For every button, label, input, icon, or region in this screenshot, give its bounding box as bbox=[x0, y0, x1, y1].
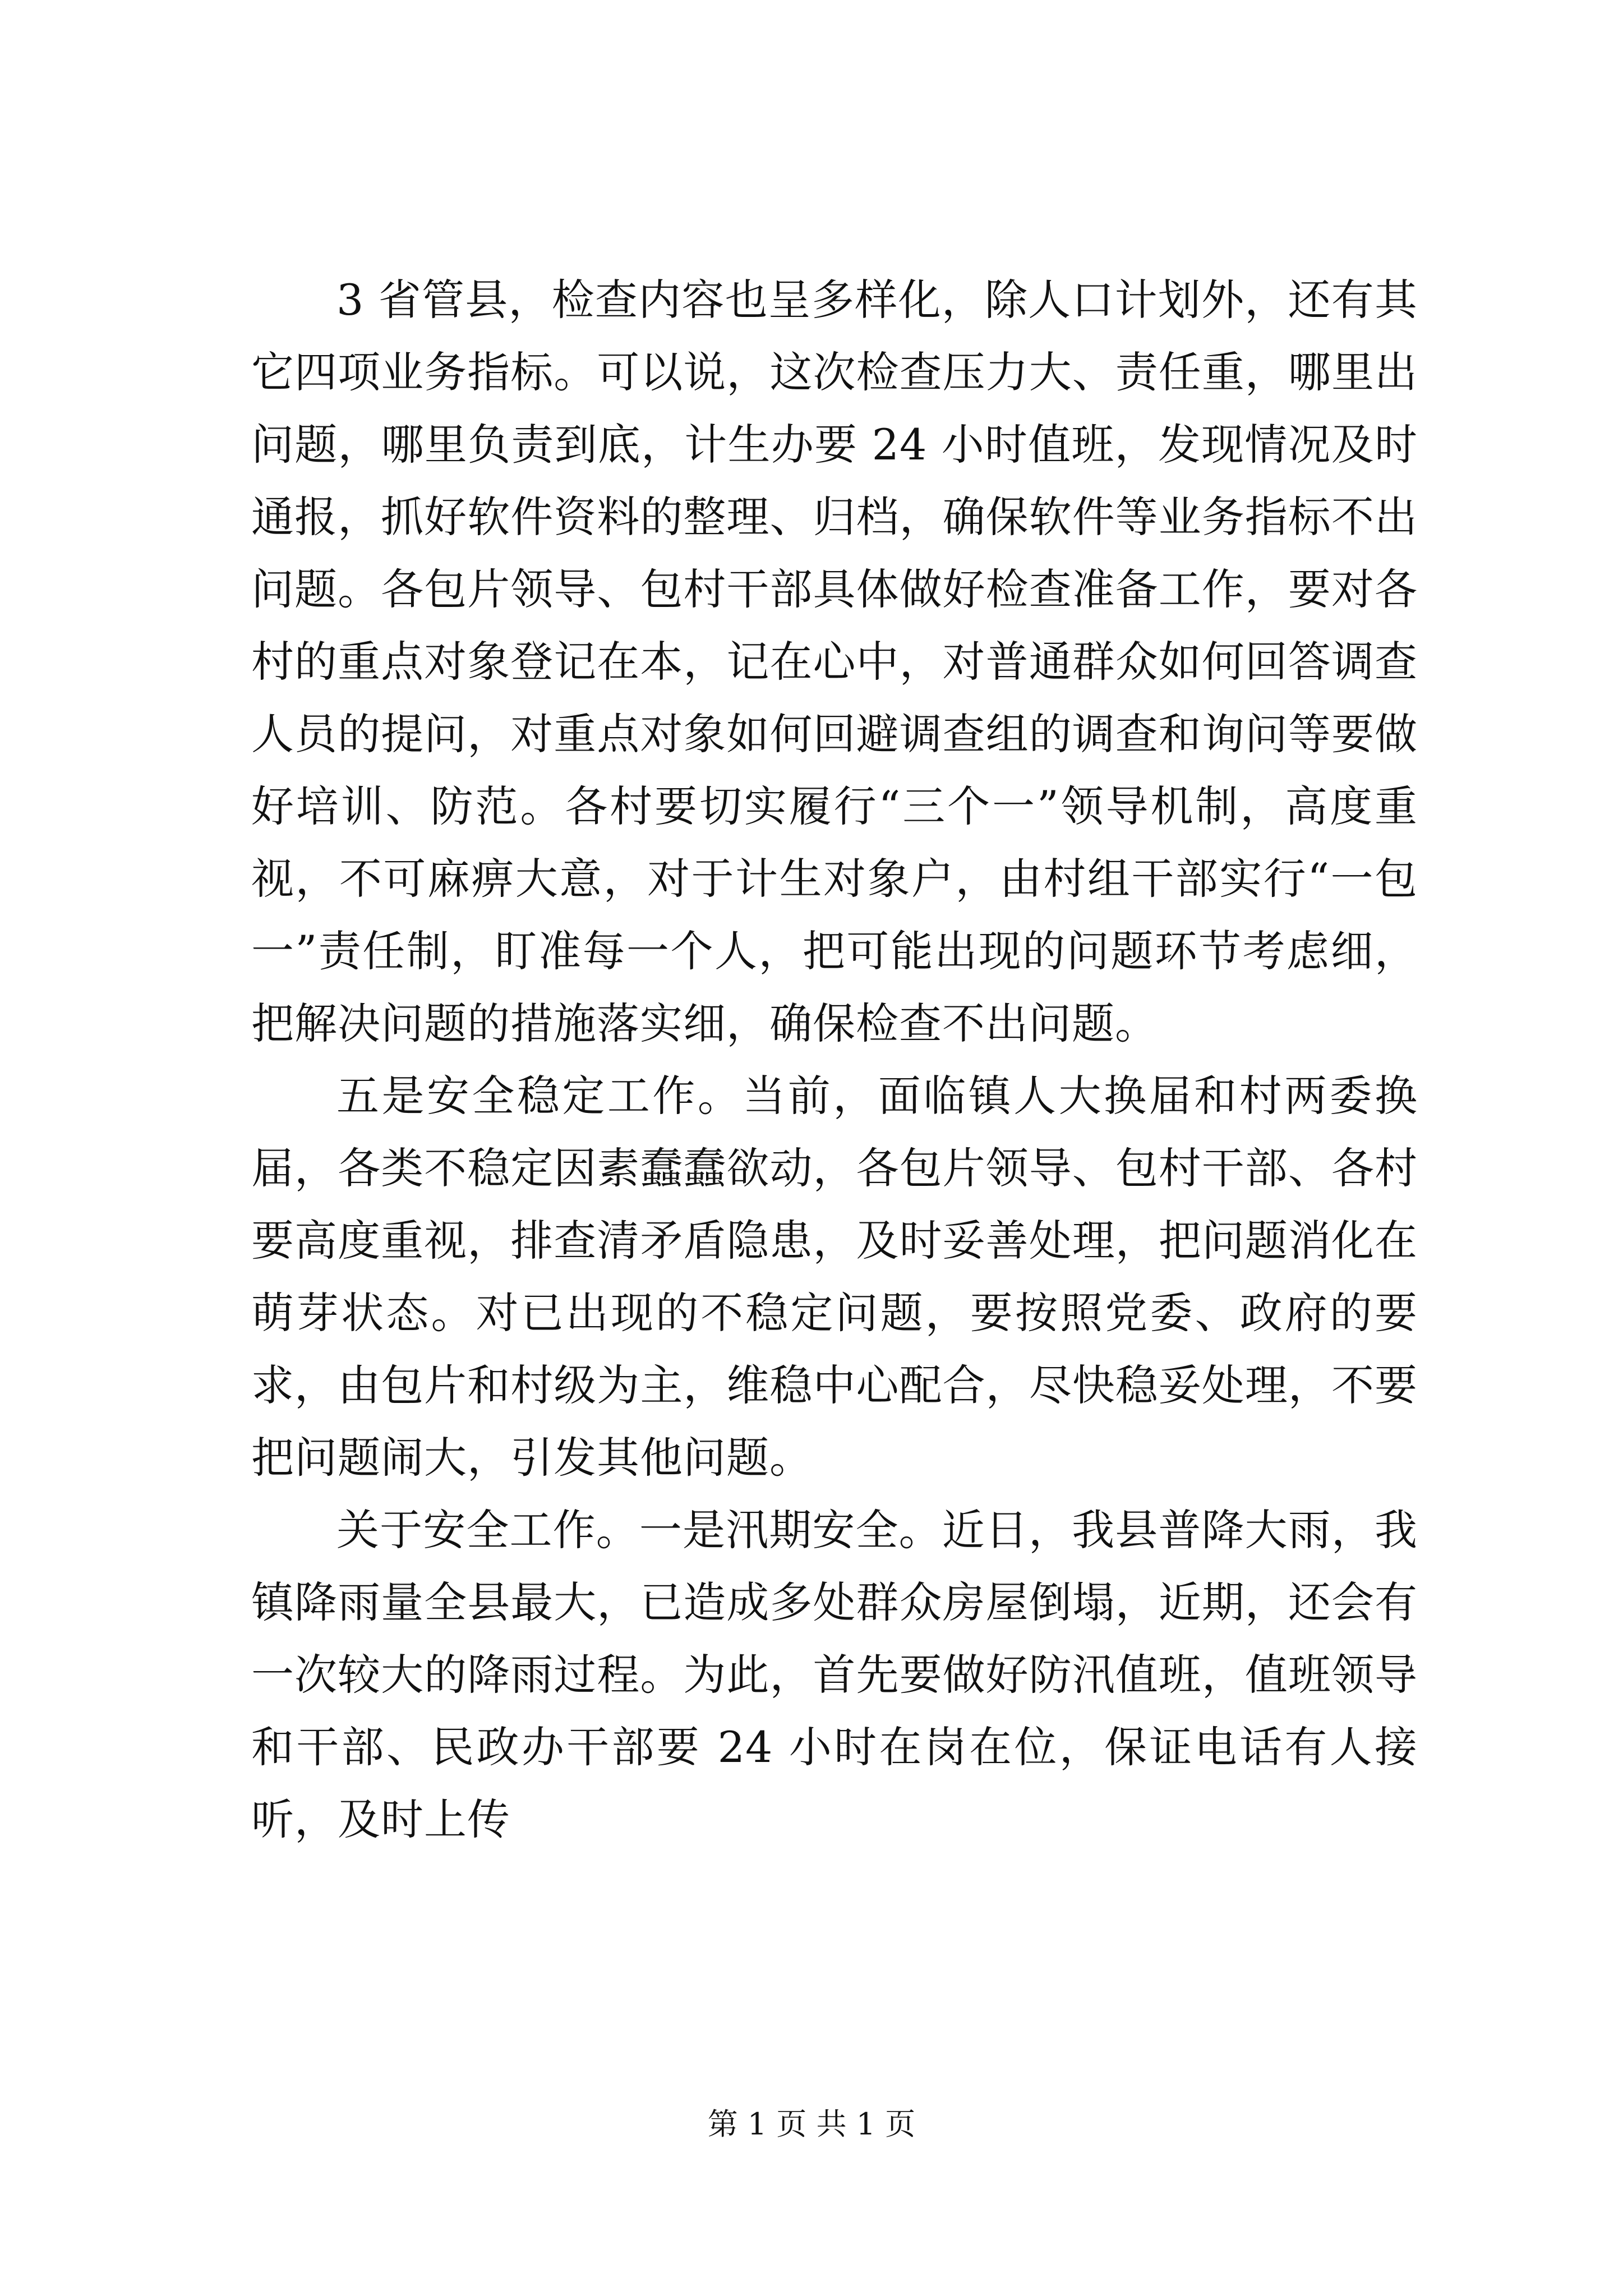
paragraph-1: 3 省管县，检查内容也呈多样化，除人口计划外，还有其它四项业务指标。可以说，这次检查压力大、责任重，哪里出问题，哪里负责到底，计生办要 24 小时值班，发现情况及时通报，抓好软件资料的整理、归档，确保软件等业务指标不出问题。各包片领导、包村干部具体做好检查准备工作，要对各村的重点对象登记在本，记在心中，对普通群众如何回答调查人员的提问，对重点对象如何回避调查组的调查和询问等要做好培训、防范。各村要切实履行“三个一”领导机制，高度重视，不可麻痹大意，对于计生对象户，由村组干部实行“一包一”责任制，盯准每一个人，把可能出现的问题环节考虑细，把解决问题的措施落实细，确保检查不出问题。 bbox=[251, 275, 1418, 1048]
paragraph-2: 五是安全稳定工作。当前，面临镇人大换届和村两委换届，各类不稳定因素蠢蠢欲动，各包片领导、包村干部、各村要高度重视，排查清矛盾隐患，及时妥善处理，把问题消化在萌芽状态。对已出现的不稳定问题，要按照党委、政府的要求，由包片和村级为主，维稳中心配合，尽快稳妥处理，不要把问题闹大，引发其他问题。 bbox=[251, 1071, 1418, 1483]
page-footer: 第 1 页 共 1 页 bbox=[707, 2106, 916, 2142]
paragraph-3: 关于安全工作。一是汛期安全。近日，我县普降大雨，我镇降雨量全县最大，已造成多处群众房屋倒塌，近期，还会有一次较大的降雨过程。为此，首先要做好防汛值班，值班领导和干部、民政办干部要 24 小时在岗在位，保证电话有人接听，及时上传 bbox=[251, 1505, 1418, 1844]
document-body bbox=[251, 264, 1418, 1856]
